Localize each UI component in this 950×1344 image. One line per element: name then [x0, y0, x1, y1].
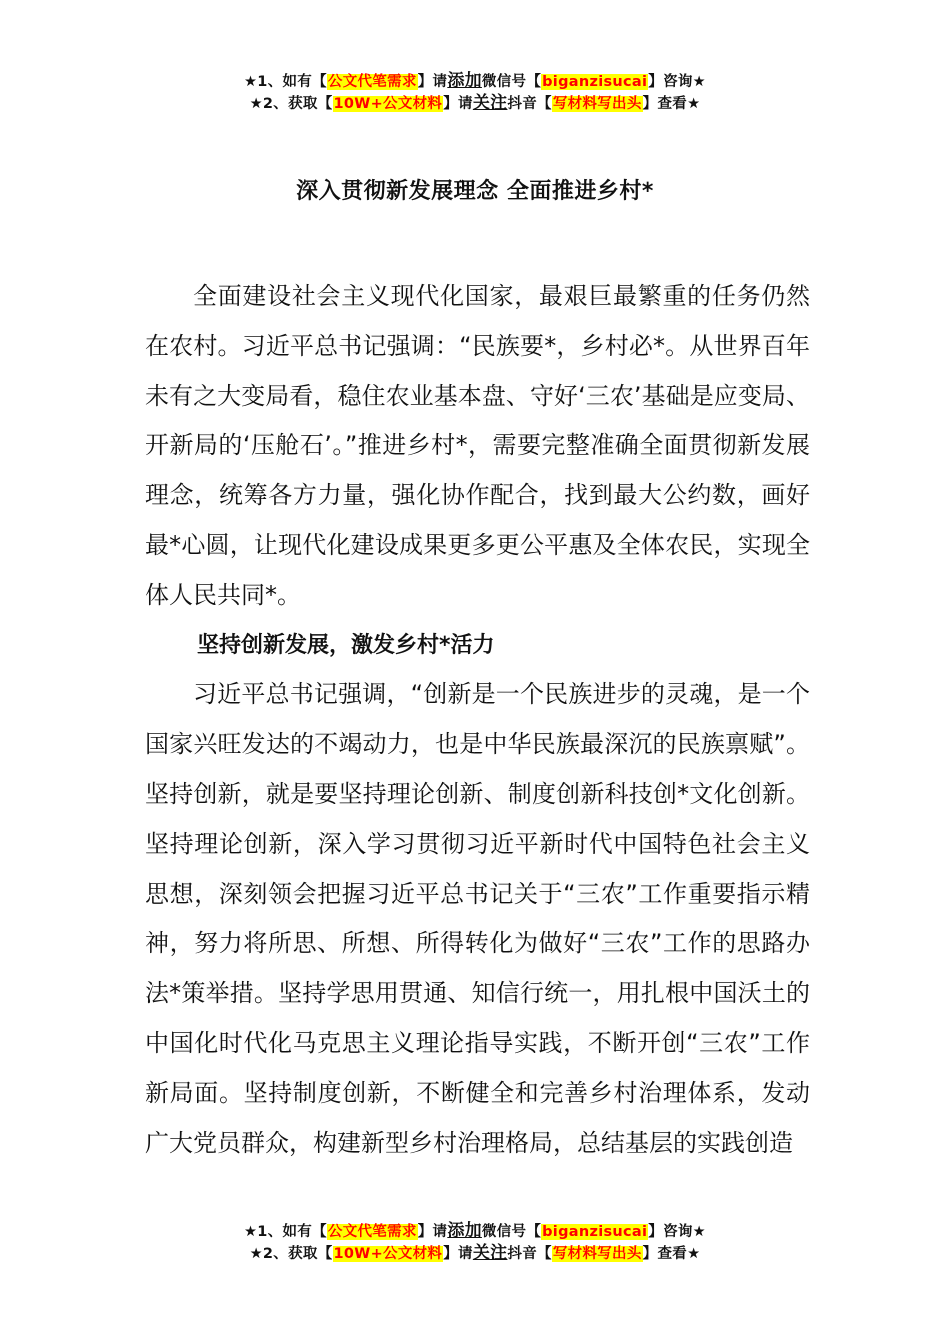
banner-highlight-douyin: 写材料写出头	[552, 1246, 642, 1262]
banner-text: 】咨询★	[648, 1224, 706, 1240]
banner-text: 抖音【	[507, 1246, 552, 1262]
banner-text: 】查看★	[642, 1246, 701, 1262]
banner-line-1	[0, 70, 950, 92]
banner-highlight-service: 公文代笔需求	[327, 1224, 417, 1240]
banner-emphasis: 关注	[472, 93, 508, 113]
footer-banner	[0, 1220, 950, 1264]
banner-text: 】请	[443, 96, 473, 112]
banner-text: 微信号【	[481, 74, 542, 90]
banner-text: 】查看★	[642, 96, 701, 112]
banner-emphasis: 添加	[447, 1221, 482, 1241]
banner-text: ★2、获取【	[249, 1246, 333, 1262]
banner-highlight-materials: 10W+公文材料	[333, 96, 443, 112]
banner-text: 抖音【	[507, 96, 552, 112]
banner-highlight-service: 公文代笔需求	[327, 74, 417, 90]
paragraph-innovation: 习近平总书记强调，“创新是一个民族进步的灵魂，是一个国家兴旺发达的不竭动力，也是中华民族最深沉的民族禀赋”。坚持创新，就是要坚持理论创新、制度创新科技创*文化创新。坚持理论创新，深入学习贯彻习近平新时代中国特色社会主义思想，深刻领会把握习近平总书记关于“三农”工作重要指示精神，努力将所思、所想、所得转化为做好“三农”工作的思路办法*策举措。坚持学思用贯通、知信行统一，用扎根中国沃土的中国化时代化马克思主义理论指导实践，不断开创“三农”工作新局面。坚持制度创新，不断健全和完善乡村治理体系，发动广大党员群众，构建新型乡村治理格局，总结基层的实践创造	[145, 680, 810, 1157]
banner-emphasis: 添加	[447, 71, 482, 91]
banner-text: 】请	[417, 74, 448, 90]
banner-line-2	[0, 92, 950, 114]
header-banner	[0, 70, 950, 114]
paragraph-intro: 全面建设社会主义现代化国家，最艰巨最繁重的任务仍然在农村。习近平总书记强调：“民族要*，乡村必*。从世界百年未有之大变局看，稳住农业基本盘、守好‘三农’基础是应变局、开新局的‘压舱石’。”推进乡村*，需要完整准确全面贯彻新发展理念，统筹各方力量，强化协作配合，找到最大公约数，画好最*心圆，让现代化建设成果更多更公平惠及全体农民，实现全体人民共同*。	[145, 282, 810, 609]
section-heading: 坚持创新发展，激发乡村*活力	[197, 632, 495, 658]
banner-line-1	[0, 1220, 950, 1242]
banner-text: 】请	[443, 1246, 473, 1262]
banner-text: ★1、如有【	[244, 74, 327, 90]
banner-line-2	[0, 1242, 950, 1264]
banner-text: ★1、如有【	[244, 1224, 327, 1240]
banner-emphasis: 关注	[472, 1243, 508, 1263]
banner-highlight-wechat: biganzisucai	[542, 1224, 648, 1240]
banner-text: 】咨询★	[648, 74, 706, 90]
banner-highlight-materials: 10W+公文材料	[333, 1246, 443, 1262]
banner-highlight-wechat: biganzisucai	[542, 74, 648, 90]
document-title: 深入贯彻新发展理念 全面推进乡村*	[296, 179, 654, 204]
banner-text: ★2、获取【	[249, 96, 333, 112]
banner-text: 】请	[417, 1224, 448, 1240]
banner-highlight-douyin: 写材料写出头	[552, 96, 642, 112]
document-body	[145, 272, 810, 1168]
banner-text: 微信号【	[481, 1224, 542, 1240]
